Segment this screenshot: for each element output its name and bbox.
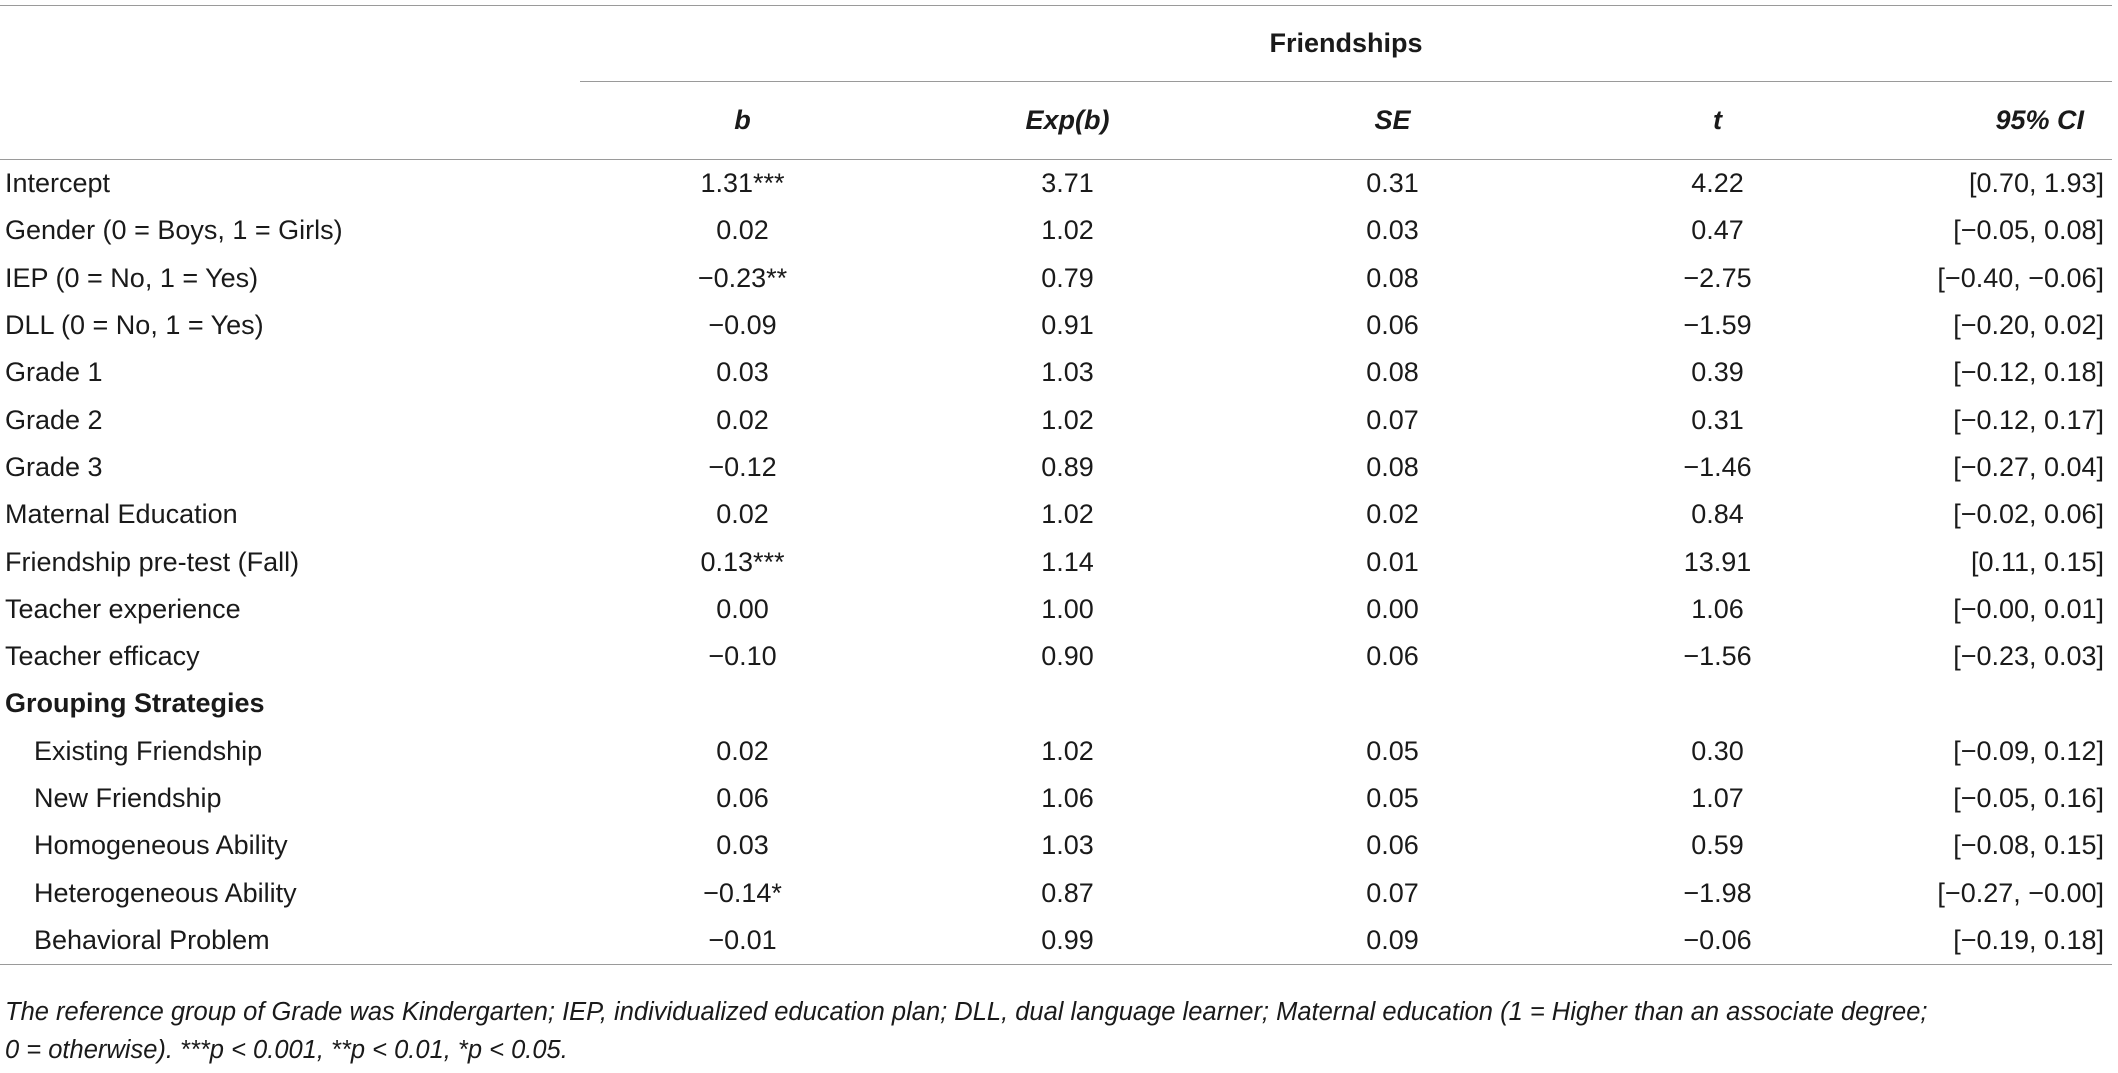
- column-header-b: b: [580, 82, 905, 160]
- cell-b: 0.02: [716, 499, 769, 530]
- cell-expb: 1.02: [1041, 735, 1094, 766]
- cell-t: −2.75: [1683, 262, 1752, 293]
- row-label: Existing Friendship: [34, 735, 263, 766]
- cell-se: 0.05: [1366, 735, 1419, 766]
- cell-expb: 0.79: [1041, 262, 1094, 293]
- cell-t: 0.47: [1691, 215, 1744, 246]
- cell-expb: 1.02: [1041, 215, 1094, 246]
- column-header-row: [0, 82, 2112, 160]
- friendships-group-header: Friendships: [580, 5, 2112, 82]
- column-header-se: SE: [1230, 82, 1555, 160]
- cell-b: −0.23**: [697, 262, 788, 293]
- cell-expb: 0.89: [1041, 451, 1094, 482]
- cell-ci: [−0.27, 0.04]: [1953, 451, 2105, 482]
- cell-se: 0.06: [1366, 830, 1419, 861]
- cell-se: 0.05: [1366, 783, 1419, 813]
- cell-b: 1.31***: [700, 168, 785, 199]
- cell-ci: [−0.27, −0.00]: [1937, 877, 2105, 908]
- row-label: Friendship pre-test (Fall): [5, 546, 300, 577]
- footnote-line-1: The reference group of Grade was Kindergarten; IEP, individualized education plan; DLL, dual language learner; Maternal education (1 = Higher than an associate degree;: [5, 998, 1928, 1026]
- cell-ci: [−0.09, 0.12]: [1953, 735, 2105, 766]
- cell-b: 0.13***: [700, 546, 785, 577]
- table-row: [0, 302, 2112, 349]
- cell-t: 0.39: [1691, 357, 1744, 388]
- table-row: [0, 207, 2112, 254]
- cell-b: 0.02: [716, 215, 769, 246]
- cell-b: −0.09: [708, 310, 777, 341]
- cell-t: 4.22: [1691, 168, 1744, 199]
- cell-b: 0.03: [716, 357, 769, 388]
- cell-expb: 0.90: [1041, 641, 1094, 672]
- cell-expb: 1.02: [1041, 499, 1094, 530]
- cell-ci: [−0.40, −0.06]: [1937, 262, 2105, 293]
- cell-t: 1.06: [1691, 593, 1744, 624]
- cell-expb: 1.00: [1041, 593, 1094, 624]
- row-label: Grade 2: [5, 404, 103, 435]
- cell-ci: [−0.12, 0.18]: [1953, 357, 2105, 388]
- cell-se: 0.01: [1366, 546, 1419, 577]
- cell-expb: 1.03: [1041, 830, 1094, 861]
- row-label: Homogeneous Ability: [34, 830, 288, 861]
- table-row: [0, 444, 2112, 491]
- empty-corner-cell: [0, 5, 580, 82]
- table-footnote: [5, 993, 2113, 1069]
- row-label: Teacher efficacy: [5, 641, 200, 672]
- row-label: Intercept: [5, 168, 111, 199]
- cell-ci: [−0.05, 0.08]: [1953, 215, 2105, 246]
- cell-ci: [−0.19, 0.18]: [1880, 917, 2112, 965]
- row-label: IEP (0 = No, 1 = Yes): [5, 262, 259, 293]
- cell-b: 0.00: [716, 593, 769, 624]
- cell-ci: [−0.23, 0.03]: [1953, 641, 2105, 672]
- row-label: Teacher experience: [5, 593, 241, 624]
- cell-se: 0.02: [1366, 499, 1419, 530]
- column-header-ci: 95% CI: [1880, 82, 2112, 160]
- row-label: Heterogeneous Ability: [34, 877, 297, 908]
- cell-se: 0.00: [1366, 593, 1419, 624]
- cell-ci: [−0.00, 0.01]: [1953, 593, 2105, 624]
- cell-t: 0.59: [1691, 830, 1744, 861]
- row-label: Grade 3: [5, 451, 103, 482]
- cell-t: 0.84: [1691, 499, 1744, 530]
- cell-b: −0.10: [708, 641, 777, 672]
- table-row: [0, 869, 2112, 916]
- cell-ci: [−0.12, 0.17]: [1953, 404, 2105, 435]
- table-row: [0, 728, 2112, 775]
- cell-se: 0.06: [1366, 310, 1419, 341]
- section-label-grouping-strategies: Grouping Strategies: [5, 688, 265, 719]
- table-row: [0, 633, 2112, 680]
- cell-t: −1.46: [1683, 451, 1752, 482]
- cell-b: 0.02: [716, 735, 769, 766]
- cell-expb: 3.71: [1041, 168, 1094, 199]
- table-body: [0, 160, 2112, 965]
- section-header-row: [0, 680, 2112, 727]
- cell-ci: [−0.02, 0.06]: [1953, 499, 2105, 530]
- cell-se: 0.31: [1366, 168, 1419, 199]
- cell-b: −0.12: [708, 451, 777, 482]
- cell-se: 0.09: [1230, 917, 1555, 965]
- cell-se: 0.08: [1366, 451, 1419, 482]
- cell-t: −1.98: [1683, 877, 1752, 908]
- table-row: [0, 538, 2112, 585]
- cell-expb: 1.03: [1041, 357, 1094, 388]
- row-label: Behavioral Problem: [0, 917, 580, 965]
- cell-se: 0.08: [1366, 357, 1419, 388]
- table-row: [0, 586, 2112, 633]
- cell-se: 0.06: [1366, 641, 1419, 672]
- cell-t: 13.91: [1683, 546, 1752, 577]
- row-label: Grade 1: [5, 357, 103, 388]
- cell-expb: 0.87: [1041, 877, 1094, 908]
- table-row: [0, 775, 2112, 822]
- cell-t: 1.07: [1691, 783, 1744, 813]
- cell-expb: 1.02: [1041, 404, 1094, 435]
- table-row: [0, 255, 2112, 302]
- row-label: Maternal Education: [5, 499, 238, 530]
- footnote-line-2: 0 = otherwise). ***p < 0.001, **p < 0.01, *p < 0.05.: [5, 1036, 568, 1064]
- group-header-row: [0, 5, 2112, 82]
- row-label: Gender (0 = Boys, 1 = Girls): [5, 215, 343, 246]
- cell-se: 0.07: [1366, 877, 1419, 908]
- friendships-regression-table: [0, 5, 2112, 965]
- cell-t: −0.06: [1555, 917, 1880, 965]
- cell-se: 0.08: [1366, 262, 1419, 293]
- cell-t: 0.30: [1691, 735, 1744, 766]
- cell-b: 0.06: [716, 783, 769, 813]
- cell-expb: 1.06: [1041, 783, 1094, 813]
- row-label: DLL (0 = No, 1 = Yes): [5, 310, 264, 341]
- cell-b: 0.02: [716, 404, 769, 435]
- cell-expb: 0.91: [1041, 310, 1094, 341]
- cell-ci: [−0.05, 0.16]: [1953, 783, 2105, 813]
- table-row: [0, 396, 2112, 443]
- cell-se: 0.03: [1366, 215, 1419, 246]
- column-header-t: t: [1555, 82, 1880, 160]
- cell-b: −0.14*: [703, 877, 782, 908]
- cell-t: −1.56: [1683, 641, 1752, 672]
- cell-expb: 0.99: [905, 917, 1230, 965]
- label-column-header: [0, 82, 580, 160]
- column-header-expb: Exp(b): [905, 82, 1230, 160]
- table-row: [0, 160, 2112, 208]
- table-row: [0, 917, 2112, 965]
- cell-se: 0.07: [1366, 404, 1419, 435]
- table-row: [0, 822, 2112, 869]
- cell-ci: [−0.20, 0.02]: [1953, 310, 2105, 341]
- cell-ci: [0.11, 0.15]: [1970, 546, 2105, 577]
- table-row: [0, 491, 2112, 538]
- cell-t: −1.59: [1683, 310, 1752, 341]
- cell-b: −0.01: [580, 917, 905, 965]
- cell-expb: 1.14: [1041, 546, 1094, 577]
- row-label: New Friendship: [34, 783, 222, 813]
- cell-t: 0.31: [1691, 404, 1744, 435]
- cell-ci: [−0.08, 0.15]: [1953, 830, 2105, 861]
- cell-ci: [0.70, 1.93]: [1968, 168, 2105, 199]
- table-row: [0, 349, 2112, 396]
- cell-b: 0.03: [716, 830, 769, 861]
